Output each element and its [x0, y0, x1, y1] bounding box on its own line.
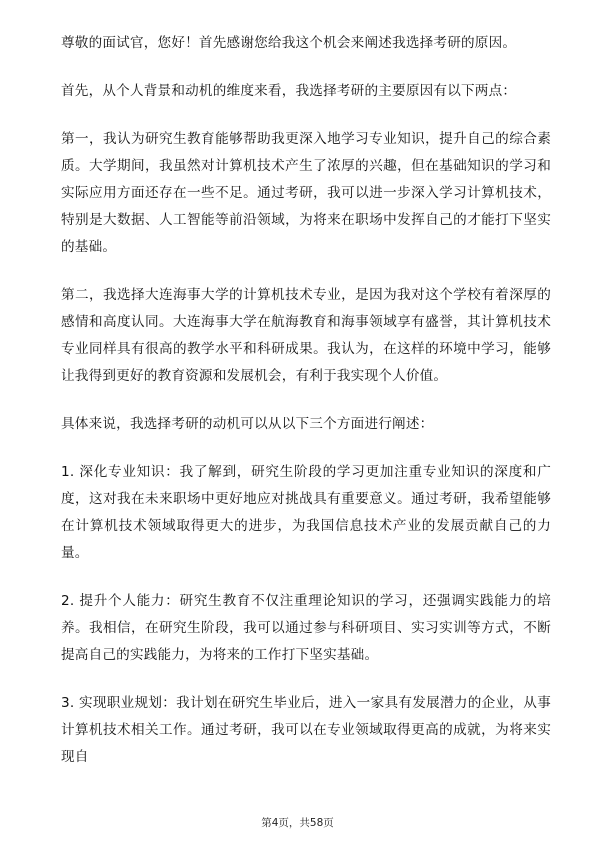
paragraph-second-reason: 第二，我选择大连海事大学的计算机技术专业，是因为我对这个学校有着深厚的感情和高度认同。大连海事大学在航海教育和海事领域享有盛誉，其计算机技术专业同样具有很高的教学水平和科研成果。我认为，在这样的环境中学习，能够让我得到更好的教育资源和发展机会，有利于我实现个人价值。: [61, 287, 551, 384]
paragraph-point-3: 3. 实现职业规划：我计划在研究生毕业后，进入一家具有发展潜力的企业，从事计算机技术相关工作。通过考研，我可以在专业领域取得更高的成就，为将来实现自: [61, 695, 551, 765]
document-body: [61, 30, 551, 791]
paragraph-greeting: 尊敬的面试官，您好！首先感谢您给我这个机会来阐述我选择考研的原因。: [61, 35, 517, 51]
paragraph-first-reason: 第一，我认为研究生教育能够帮助我更深入地学习专业知识，提升自己的综合素质。大学期间，我虽然对计算机技术产生了浓厚的兴趣，但在基础知识的学习和实际应用方面还存在一些不足。通过考研，我可以进一步深入学习计算机技术，特别是大数据、人工智能等前沿领域，为将来在职场中发挥自己的才能打下坚实的基础。: [61, 131, 551, 255]
paragraph-motivation-intro: 具体来说，我选择考研的动机可以从以下三个方面进行阐述：: [61, 416, 434, 432]
page-number-footer: 第4页，共58页: [261, 817, 334, 829]
paragraph-point-1: 1. 深化专业知识：我了解到，研究生阶段的学习更加注重专业知识的深度和广度，这对我在未来职场中更好地应对挑战具有重要意义。通过考研，我希望能够在计算机技术领域取得更大的进步，为我国信息技术产业的发展贡献自己的力量。: [61, 464, 551, 561]
paragraph-point-2: 2. 提升个人能力：研究生教育不仅注重理论知识的学习，还强调实践能力的培养。我相信，在研究生阶段，我可以通过参与科研项目、实习实训等方式，不断提高自己的实践能力，为将来的工作打下坚实基础。: [61, 593, 551, 663]
paragraph-intro: 首先，从个人背景和动机的维度来看，我选择考研的主要原因有以下两点：: [61, 83, 517, 99]
